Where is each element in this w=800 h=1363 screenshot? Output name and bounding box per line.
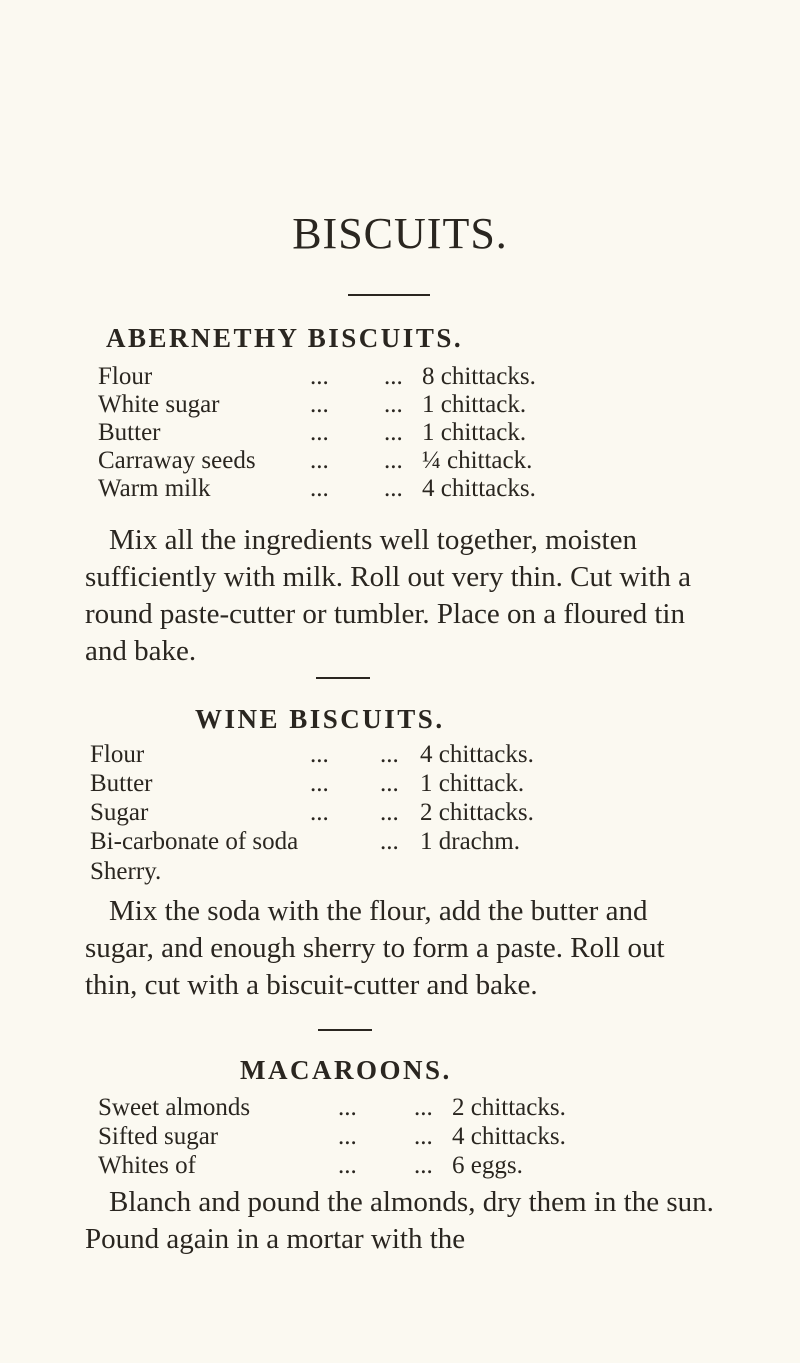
ingredient-row bbox=[90, 857, 720, 887]
ingredient-quantity: 1 chittack. bbox=[420, 770, 525, 797]
ingredient-name: Butter bbox=[98, 419, 161, 446]
title-divider bbox=[348, 294, 430, 296]
ingredient-row bbox=[90, 740, 720, 770]
ingredient-list bbox=[98, 1093, 718, 1188]
leader-dots: ... bbox=[380, 741, 399, 768]
leader-dots: ... bbox=[310, 799, 329, 826]
ingredient-name: Sugar bbox=[90, 799, 149, 826]
ingredient-name: Sweet almonds bbox=[98, 1094, 251, 1121]
leader-dots: ... bbox=[384, 447, 403, 474]
recipe-method bbox=[85, 522, 715, 670]
leader-dots: ... bbox=[384, 475, 403, 502]
section-divider bbox=[316, 677, 370, 679]
ingredient-quantity: 4 chittacks. bbox=[422, 475, 536, 502]
leader-dots: ... bbox=[414, 1152, 433, 1179]
leader-dots: ... bbox=[338, 1094, 357, 1121]
ingredient-row bbox=[90, 769, 720, 799]
recipe-method bbox=[85, 1184, 715, 1258]
ingredient-list bbox=[98, 362, 718, 512]
ingredient-list bbox=[90, 740, 720, 890]
ingredient-quantity: 1 chittack. bbox=[422, 419, 527, 446]
page-title: BISCUITS. bbox=[292, 209, 508, 258]
ingredient-name: Sherry. bbox=[90, 858, 162, 885]
ingredient-row bbox=[98, 1122, 718, 1152]
ingredient-row bbox=[98, 474, 718, 504]
recipe-title: WINE BISCUITS. bbox=[195, 704, 445, 734]
method-text: Mix the soda with the flour, add the butter and sugar, and enough sherry to form a paste. Roll out thin, cut with a biscuit-cutter and bake. bbox=[85, 895, 665, 1001]
ingredient-quantity: 4 chittacks. bbox=[452, 1123, 566, 1150]
leader-dots: ... bbox=[380, 799, 399, 826]
ingredient-name: White sugar bbox=[98, 391, 220, 418]
ingredient-row bbox=[98, 446, 718, 476]
method-text: Blanch and pound the almonds, dry them in the sun. Pound again in a mortar with the bbox=[85, 1186, 714, 1255]
recipe-title: ABERNETHY BISCUITS. bbox=[106, 323, 464, 353]
ingredient-row bbox=[98, 1093, 718, 1123]
ingredient-row bbox=[98, 390, 718, 420]
leader-dots: ... bbox=[310, 447, 329, 474]
ingredient-quantity: 2 chittacks. bbox=[452, 1094, 566, 1121]
ingredient-name: Warm milk bbox=[98, 475, 211, 502]
ingredient-row bbox=[98, 1151, 718, 1181]
ingredient-quantity: 4 chittacks. bbox=[420, 741, 534, 768]
leader-dots: ... bbox=[310, 419, 329, 446]
recipe-title: MACAROONS. bbox=[240, 1055, 452, 1085]
recipe-method bbox=[85, 893, 715, 1004]
leader-dots: ... bbox=[380, 828, 399, 855]
leader-dots: ... bbox=[384, 419, 403, 446]
ingredient-name: Bi-carbonate of soda bbox=[90, 828, 299, 855]
leader-dots: ... bbox=[310, 741, 329, 768]
ingredient-quantity: 2 chittacks. bbox=[420, 799, 534, 826]
ingredient-quantity: ¼ chittack. bbox=[422, 447, 533, 474]
leader-dots: ... bbox=[338, 1152, 357, 1179]
leader-dots: ... bbox=[414, 1123, 433, 1150]
ingredient-quantity: 6 eggs. bbox=[452, 1152, 523, 1179]
leader-dots: ... bbox=[380, 770, 399, 797]
ingredient-quantity: 8 chittacks. bbox=[422, 363, 536, 390]
leader-dots: ... bbox=[310, 363, 329, 390]
ingredient-name: Carraway seeds bbox=[98, 447, 256, 474]
leader-dots: ... bbox=[384, 363, 403, 390]
ingredient-name: Butter bbox=[90, 770, 153, 797]
leader-dots: ... bbox=[338, 1123, 357, 1150]
ingredient-row bbox=[98, 418, 718, 448]
ingredient-row bbox=[98, 362, 718, 392]
ingredient-row bbox=[90, 798, 720, 828]
ingredient-name: Sifted sugar bbox=[98, 1123, 219, 1150]
ingredient-quantity: 1 chittack. bbox=[422, 391, 527, 418]
leader-dots: ... bbox=[310, 391, 329, 418]
leader-dots: ... bbox=[414, 1094, 433, 1121]
leader-dots: ... bbox=[384, 391, 403, 418]
ingredient-row bbox=[90, 827, 720, 857]
section-divider bbox=[318, 1029, 372, 1031]
leader-dots: ... bbox=[310, 475, 329, 502]
leader-dots: ... bbox=[310, 770, 329, 797]
ingredient-name: Flour bbox=[98, 363, 153, 390]
method-text: Mix all the ingredients well together, moisten sufficiently with milk. Roll out very thin. Cut with a round paste-cutter or tumbler. Place on a floured tin and bake. bbox=[85, 524, 692, 667]
ingredient-quantity: 1 drachm. bbox=[420, 828, 520, 855]
ingredient-name: Flour bbox=[90, 741, 145, 768]
ingredient-name: Whites of bbox=[98, 1152, 196, 1179]
